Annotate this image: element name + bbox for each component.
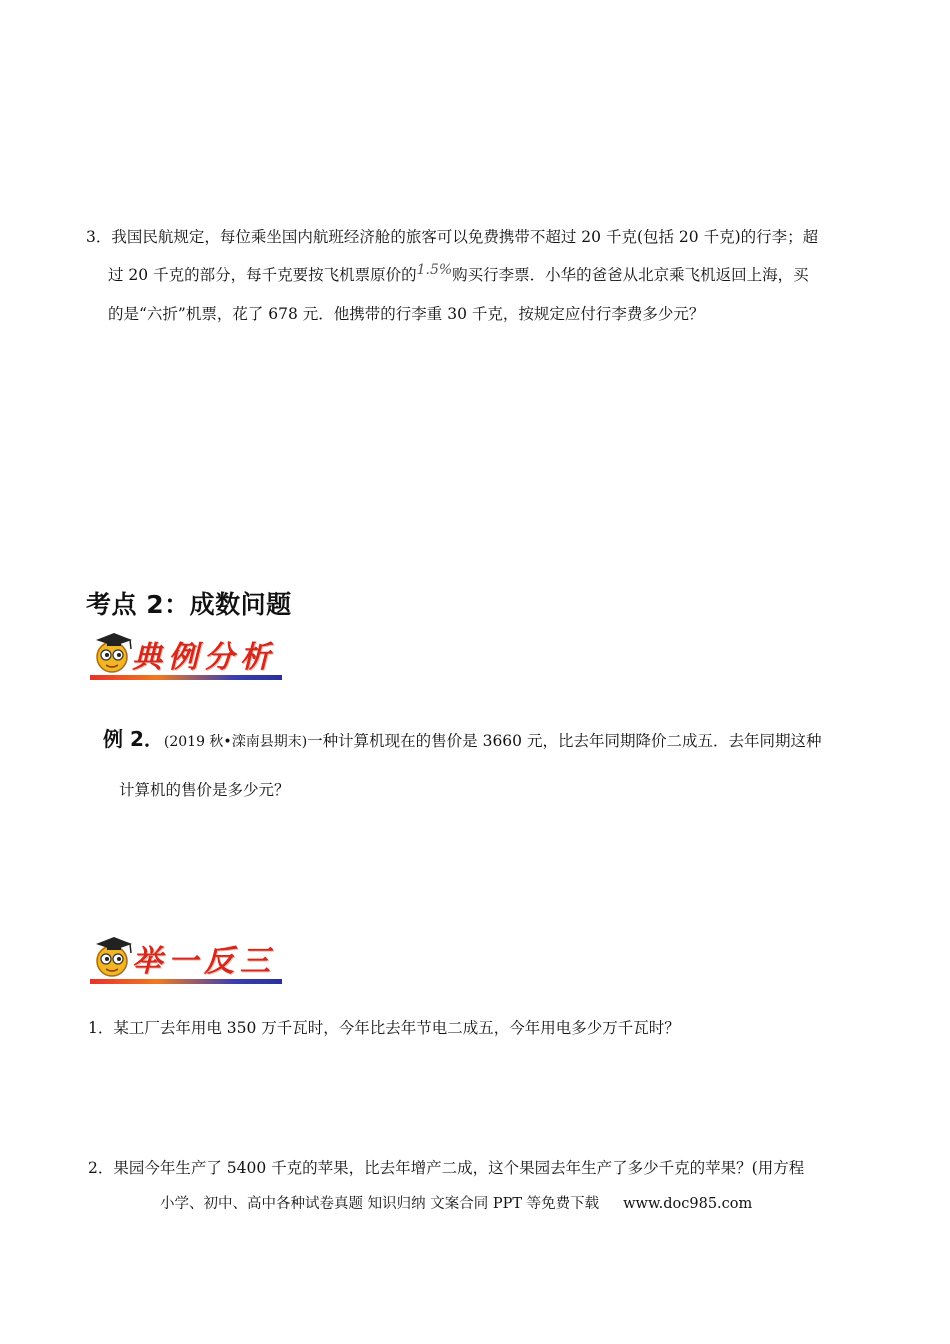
scholar-mascot-icon [90, 630, 136, 676]
percent-value: 1.5% [416, 262, 453, 278]
example-2 [103, 715, 873, 814]
footer-text: 小学、初中、高中各种试卷真题 知识归纳 文案合同 PPT 等免费下载 [160, 1196, 600, 1212]
problem-3 [86, 218, 866, 333]
example-2-tag: 例 2． [103, 727, 164, 751]
page-footer [160, 1192, 752, 1213]
practice-banner [86, 932, 282, 988]
problem-3-line-2-a: 过 20 千克的部分，每千克要按飞机票原价的 [108, 266, 417, 284]
practice-question-1: 1．某工厂去年用电 350 万千瓦时，今年比去年节电二成五，今年用电多少万千瓦时？ [88, 1019, 680, 1037]
example-banner-label: 典例分析 [132, 640, 276, 675]
example-banner-underline [90, 675, 282, 680]
example-banner [86, 628, 282, 684]
practice-banner-underline [90, 979, 282, 984]
practice-banner-label: 举一反三 [132, 944, 276, 979]
problem-3-line-1: 3．我国民航规定，每位乘坐国内航班经济舱的旅客可以免费携带不超过 20 千克(包括 20 千克)的行李；超 [86, 228, 819, 246]
problem-3-line-3: 的是“六折”机票，花了 678 元．他携带的行李重 30 千克，按规定应付行李费多少元？ [108, 305, 705, 323]
problem-3-line-2-b: 购买行李票．小华的爸爸从北京乘飞机返回上海，买 [452, 266, 809, 284]
scholar-mascot-icon [90, 934, 136, 980]
problem-3-line-2 [86, 256, 866, 295]
practice-question-2: 2．果园今年生产了 5400 千克的苹果，比去年增产二成，这个果园去年生产了多少千克的苹果？(用方程 [88, 1159, 805, 1177]
section-title: 考点 2：成数问题 [86, 590, 292, 619]
example-2-line-2: 计算机的售价是多少元？ [119, 781, 290, 799]
footer-url[interactable]: www.doc985.com [623, 1196, 753, 1212]
example-2-source: (2019 秋•滦南县期末) [163, 734, 308, 750]
example-2-line-1: 一种计算机现在的售价是 3660 元，比去年同期降价二成五．去年同期这种 [307, 732, 822, 750]
